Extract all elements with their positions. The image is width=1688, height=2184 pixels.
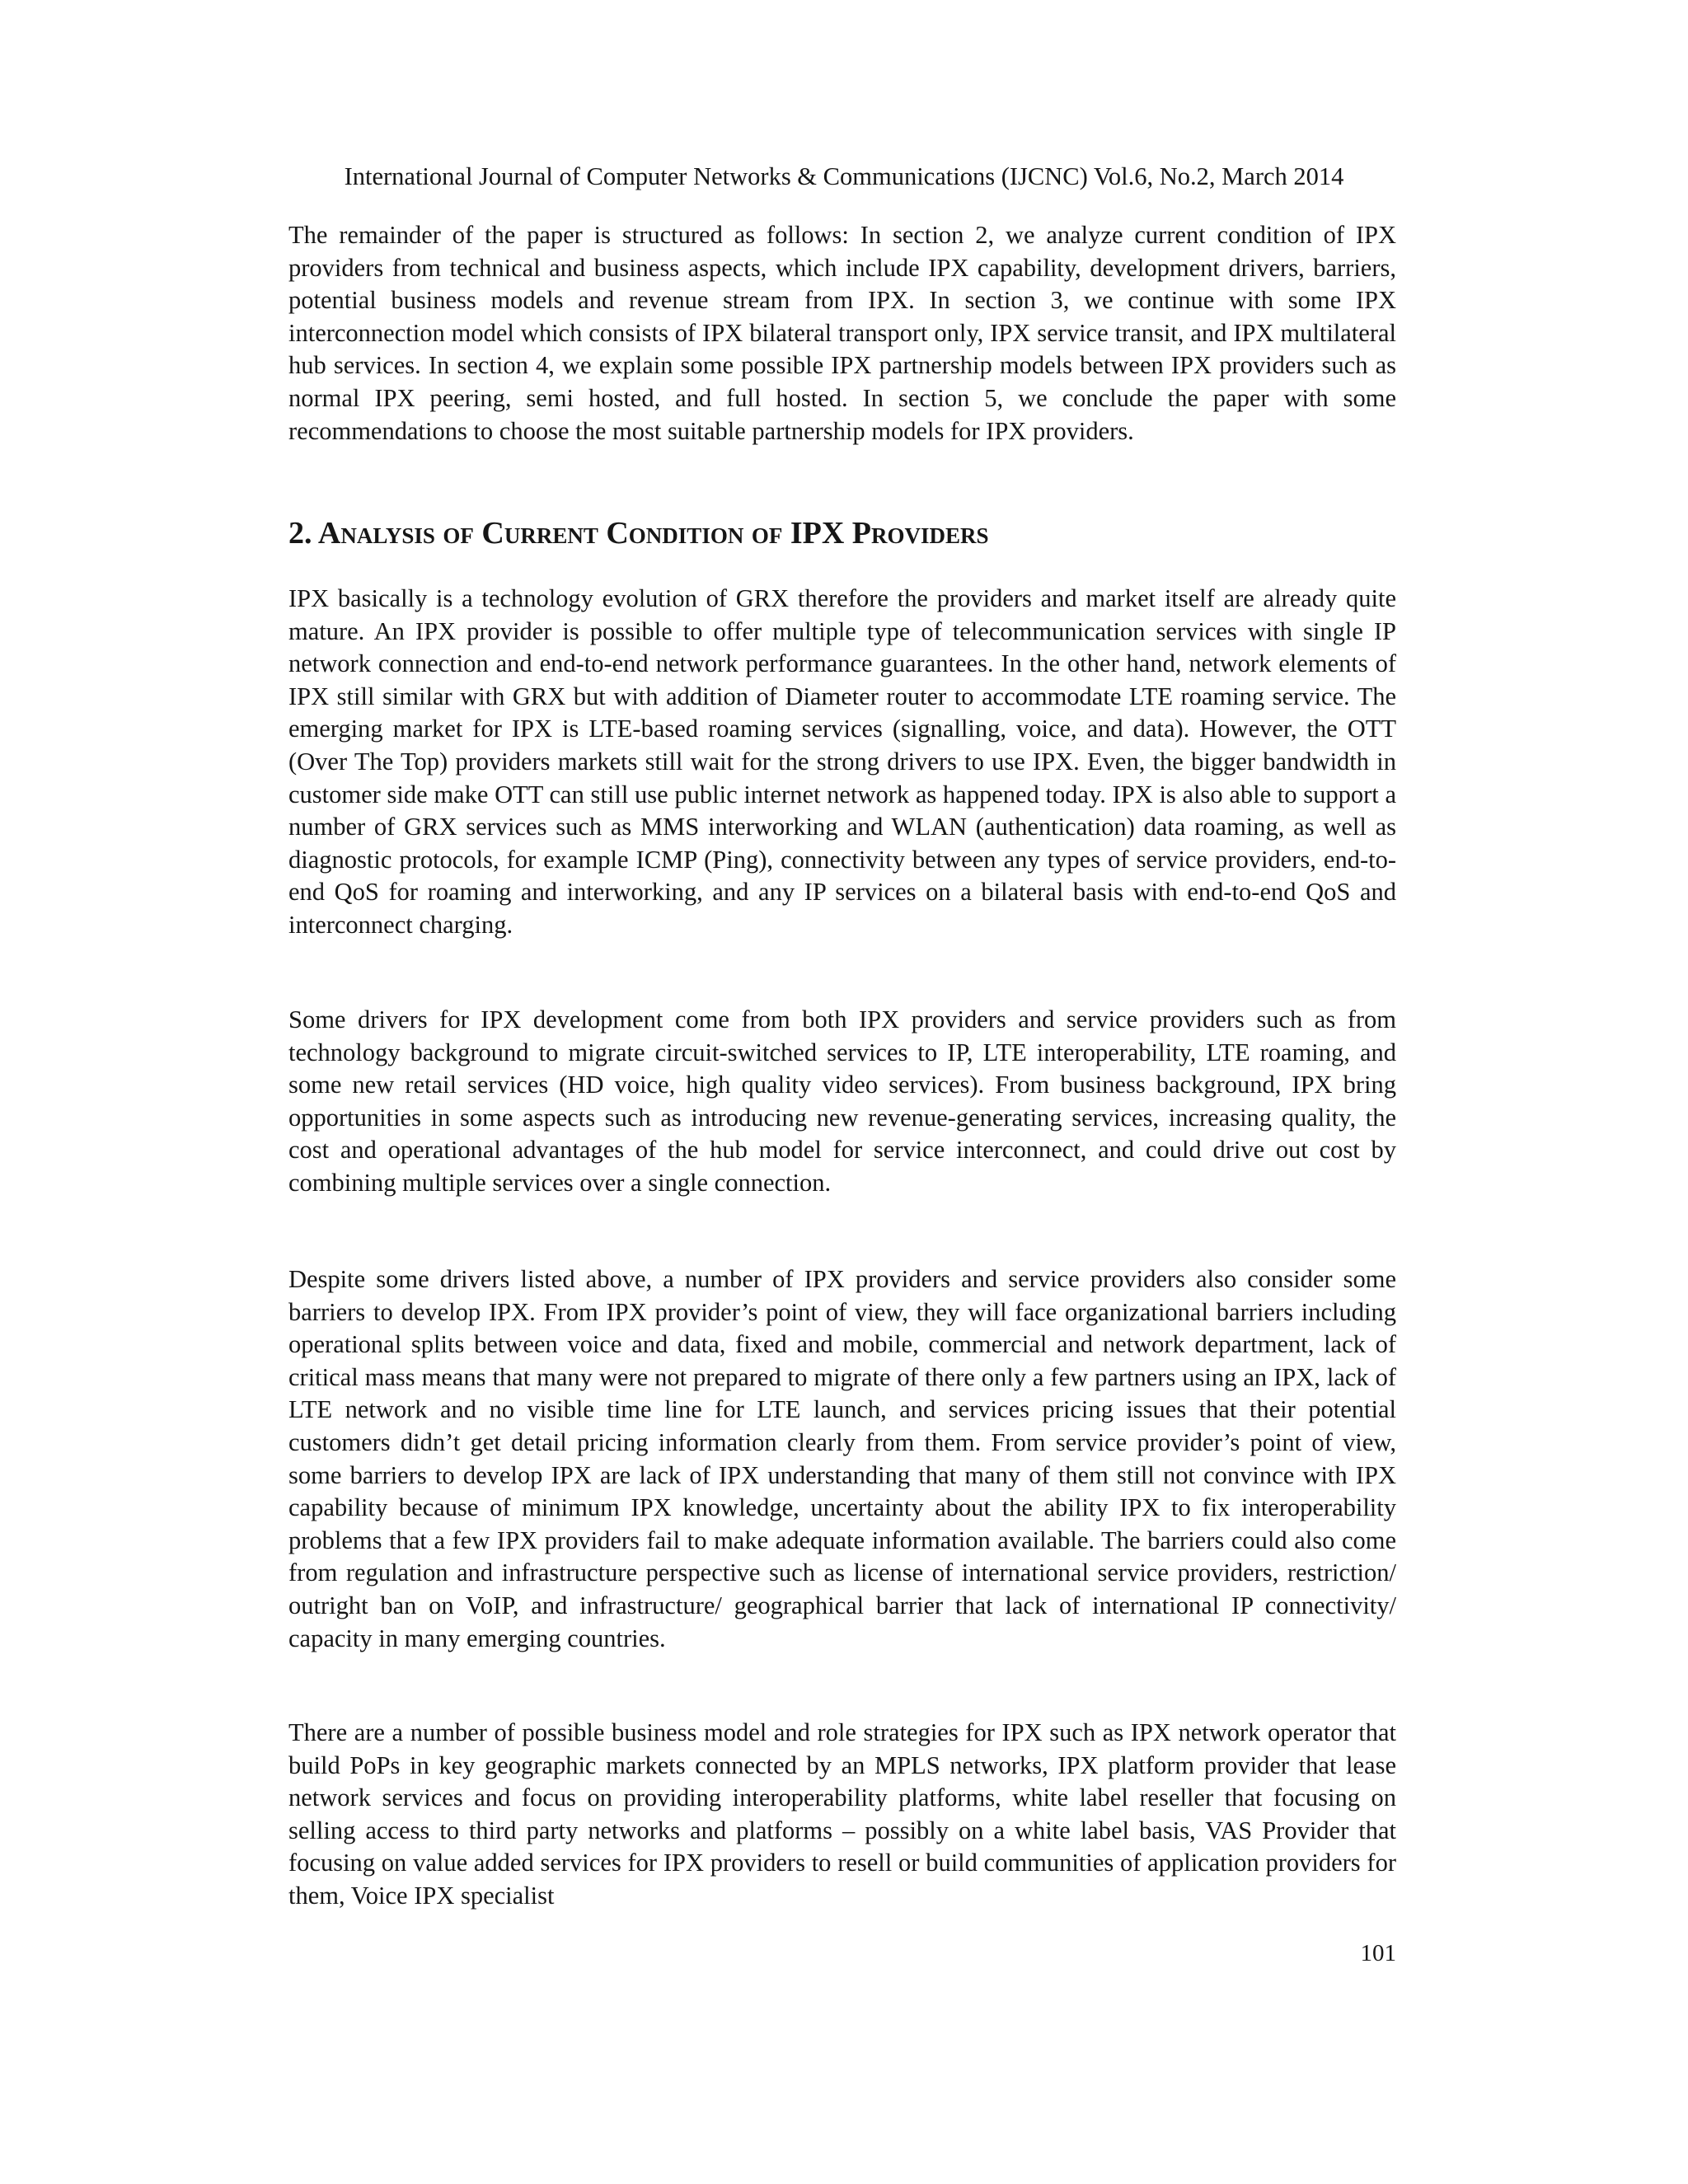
body-paragraph-3: Despite some drivers listed above, a number of IPX providers and service providers also consider some barriers to develop IPX. From IPX provider’s point of view, they will face organizational barriers including operational splits between voice and data, fixed and mobile, commercial and network department, lack of critical mass means that many were not prepared to migrate of there only a few partners using an IPX, lack of LTE network and no visible time line for LTE launch, and services pricing issues that their potential customers didn’t get detail pricing information clearly from them. From service provider’s point of view, some barriers to develop IPX are lack of IPX understanding that many of them still not convince with IPX capability because of minimum IPX knowledge, uncertainty about the ability IPX to fix interoperability problems that a few IPX providers fail to make adequate information available. The barriers could also come from regulation and infrastructure perspective such as license of international service providers, restriction/ outright ban on VoIP, and infrastructure/ geographical barrier that lack of international IP connectivity/ capacity in many emerging countries. [288,1265,1396,1652]
intro-paragraph: The remainder of the paper is structured as follows: In section 2, we analyze current condition of IPX providers from technical and business aspects, which include IPX capability, development drivers, barriers, potential business models and revenue stream from IPX. In section 3, we continue with some IPX interconnection model which consists of IPX bilateral transport only, IPX service transit, and IPX multilateral hub services. In section 4, we explain some possible IPX partnership models between IPX providers such as normal IPX peering, semi hosted, and full hosted. In section 5, we conclude the paper with some recommendations to choose the most suitable partnership models for IPX providers. [288,221,1396,445]
section-heading: 2. Analysis of Current Condition of IPX Providers [288,516,989,551]
body-paragraph-2: Some drivers for IPX development come from both IPX providers and service providers such as from technology background to migrate circuit-switched services to IP, LTE interoperability, LTE roaming, and some new retail services (HD voice, high quality video services). From business background, IPX bring opportunities in some aspects such as introducing new revenue-generating services, increasing quality, the cost and operational advantages of the hub model for service interconnect, and could drive out cost by combining multiple services over a single connection. [288,1005,1396,1197]
body-paragraph-1: IPX basically is a technology evolution of GRX therefore the providers and market itself are already quite mature. An IPX provider is possible to offer multiple type of telecommunication services with single IP network connection and end-to-end network performance guarantees. In the other hand, network elements of IPX still similar with GRX but with addition of Diameter router to accommodate LTE roaming service. The emerging market for IPX is LTE-based roaming services (signalling, voice, and data). However, the OTT (Over The Top) providers markets still wait for the strong drivers to use IPX. Even, the bigger bandwidth in customer side make OTT can still use public internet network as happened today. IPX is also able to support a number of GRX services such as MMS interworking and WLAN (authentication) data roaming, as well as diagnostic protocols, for example ICMP (Ping), connectivity between any types of service providers, end-to-end QoS for roaming and interworking, and any IP services on a bilateral basis with end-to-end QoS and interconnect charging. [288,584,1396,939]
page-number: 101 [1360,1940,1396,1966]
running-header: International Journal of Computer Networks & Communications (IJCNC) Vol.6, No.2, March 2014 [344,162,1344,190]
body-paragraph-4: There are a number of possible business model and role strategies for IPX such as IPX network operator that build PoPs in key geographic markets connected by an MPLS networks, IPX platform provider that lease network services and focus on providing interoperability platforms, white label reseller that focusing on selling access to third party networks and platforms – possibly on a white label basis, VAS Provider that focusing on value added services for IPX providers to resell or build communities of application providers for them, Voice IPX specialist [288,1718,1396,1910]
